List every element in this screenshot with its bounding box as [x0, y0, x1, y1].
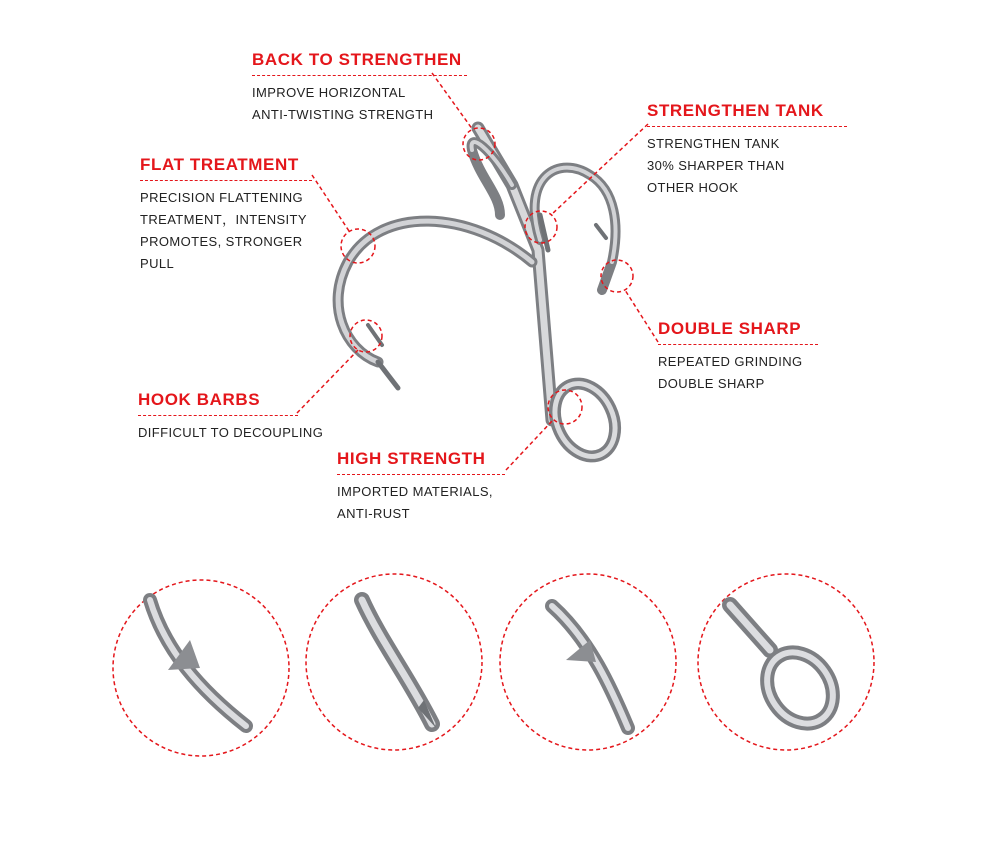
detail-views: [113, 574, 874, 756]
callout-title: HIGH STRENGTH: [337, 449, 505, 475]
callout-hook-barbs: [138, 390, 323, 444]
double-barb-closeup: [500, 574, 676, 750]
callout-flat-treatment: [140, 155, 312, 275]
callout-title: BACK TO STRENGTHEN: [252, 50, 467, 76]
callout-description: PRECISION FLATTENING TREATMENT，INTENSITY PROMOTES, STRONGER PULL: [140, 190, 307, 271]
callout-back-to-strengthen: [252, 50, 467, 126]
needle-point-closeup: [306, 574, 482, 750]
callout-description: IMPROVE HORIZONTAL ANTI-TWISTING STRENGTH: [252, 85, 434, 122]
callout-description: DIFFICULT TO DECOUPLING: [138, 425, 324, 440]
eye-ring-closeup: [698, 574, 874, 750]
barb-closeup: [113, 580, 289, 756]
callout-description: IMPORTED MATERIALS, ANTI-RUST: [337, 484, 493, 521]
callout-strengthen-tank: [647, 101, 847, 199]
treble-hook: [338, 128, 626, 466]
callout-description: REPEATED GRINDING DOUBLE SHARP: [658, 354, 803, 391]
callout-title: DOUBLE SHARP: [658, 319, 818, 345]
callout-title: HOOK BARBS: [138, 390, 298, 416]
callout-description: STRENGTHEN TANK 30% SHARPER THAN OTHER HOOK: [647, 136, 785, 195]
callout-title: FLAT TREATMENT: [140, 155, 312, 181]
callout-high-strength: [337, 449, 505, 525]
callout-double-sharp: [658, 319, 818, 395]
callout-title: STRENGTHEN TANK: [647, 101, 847, 127]
